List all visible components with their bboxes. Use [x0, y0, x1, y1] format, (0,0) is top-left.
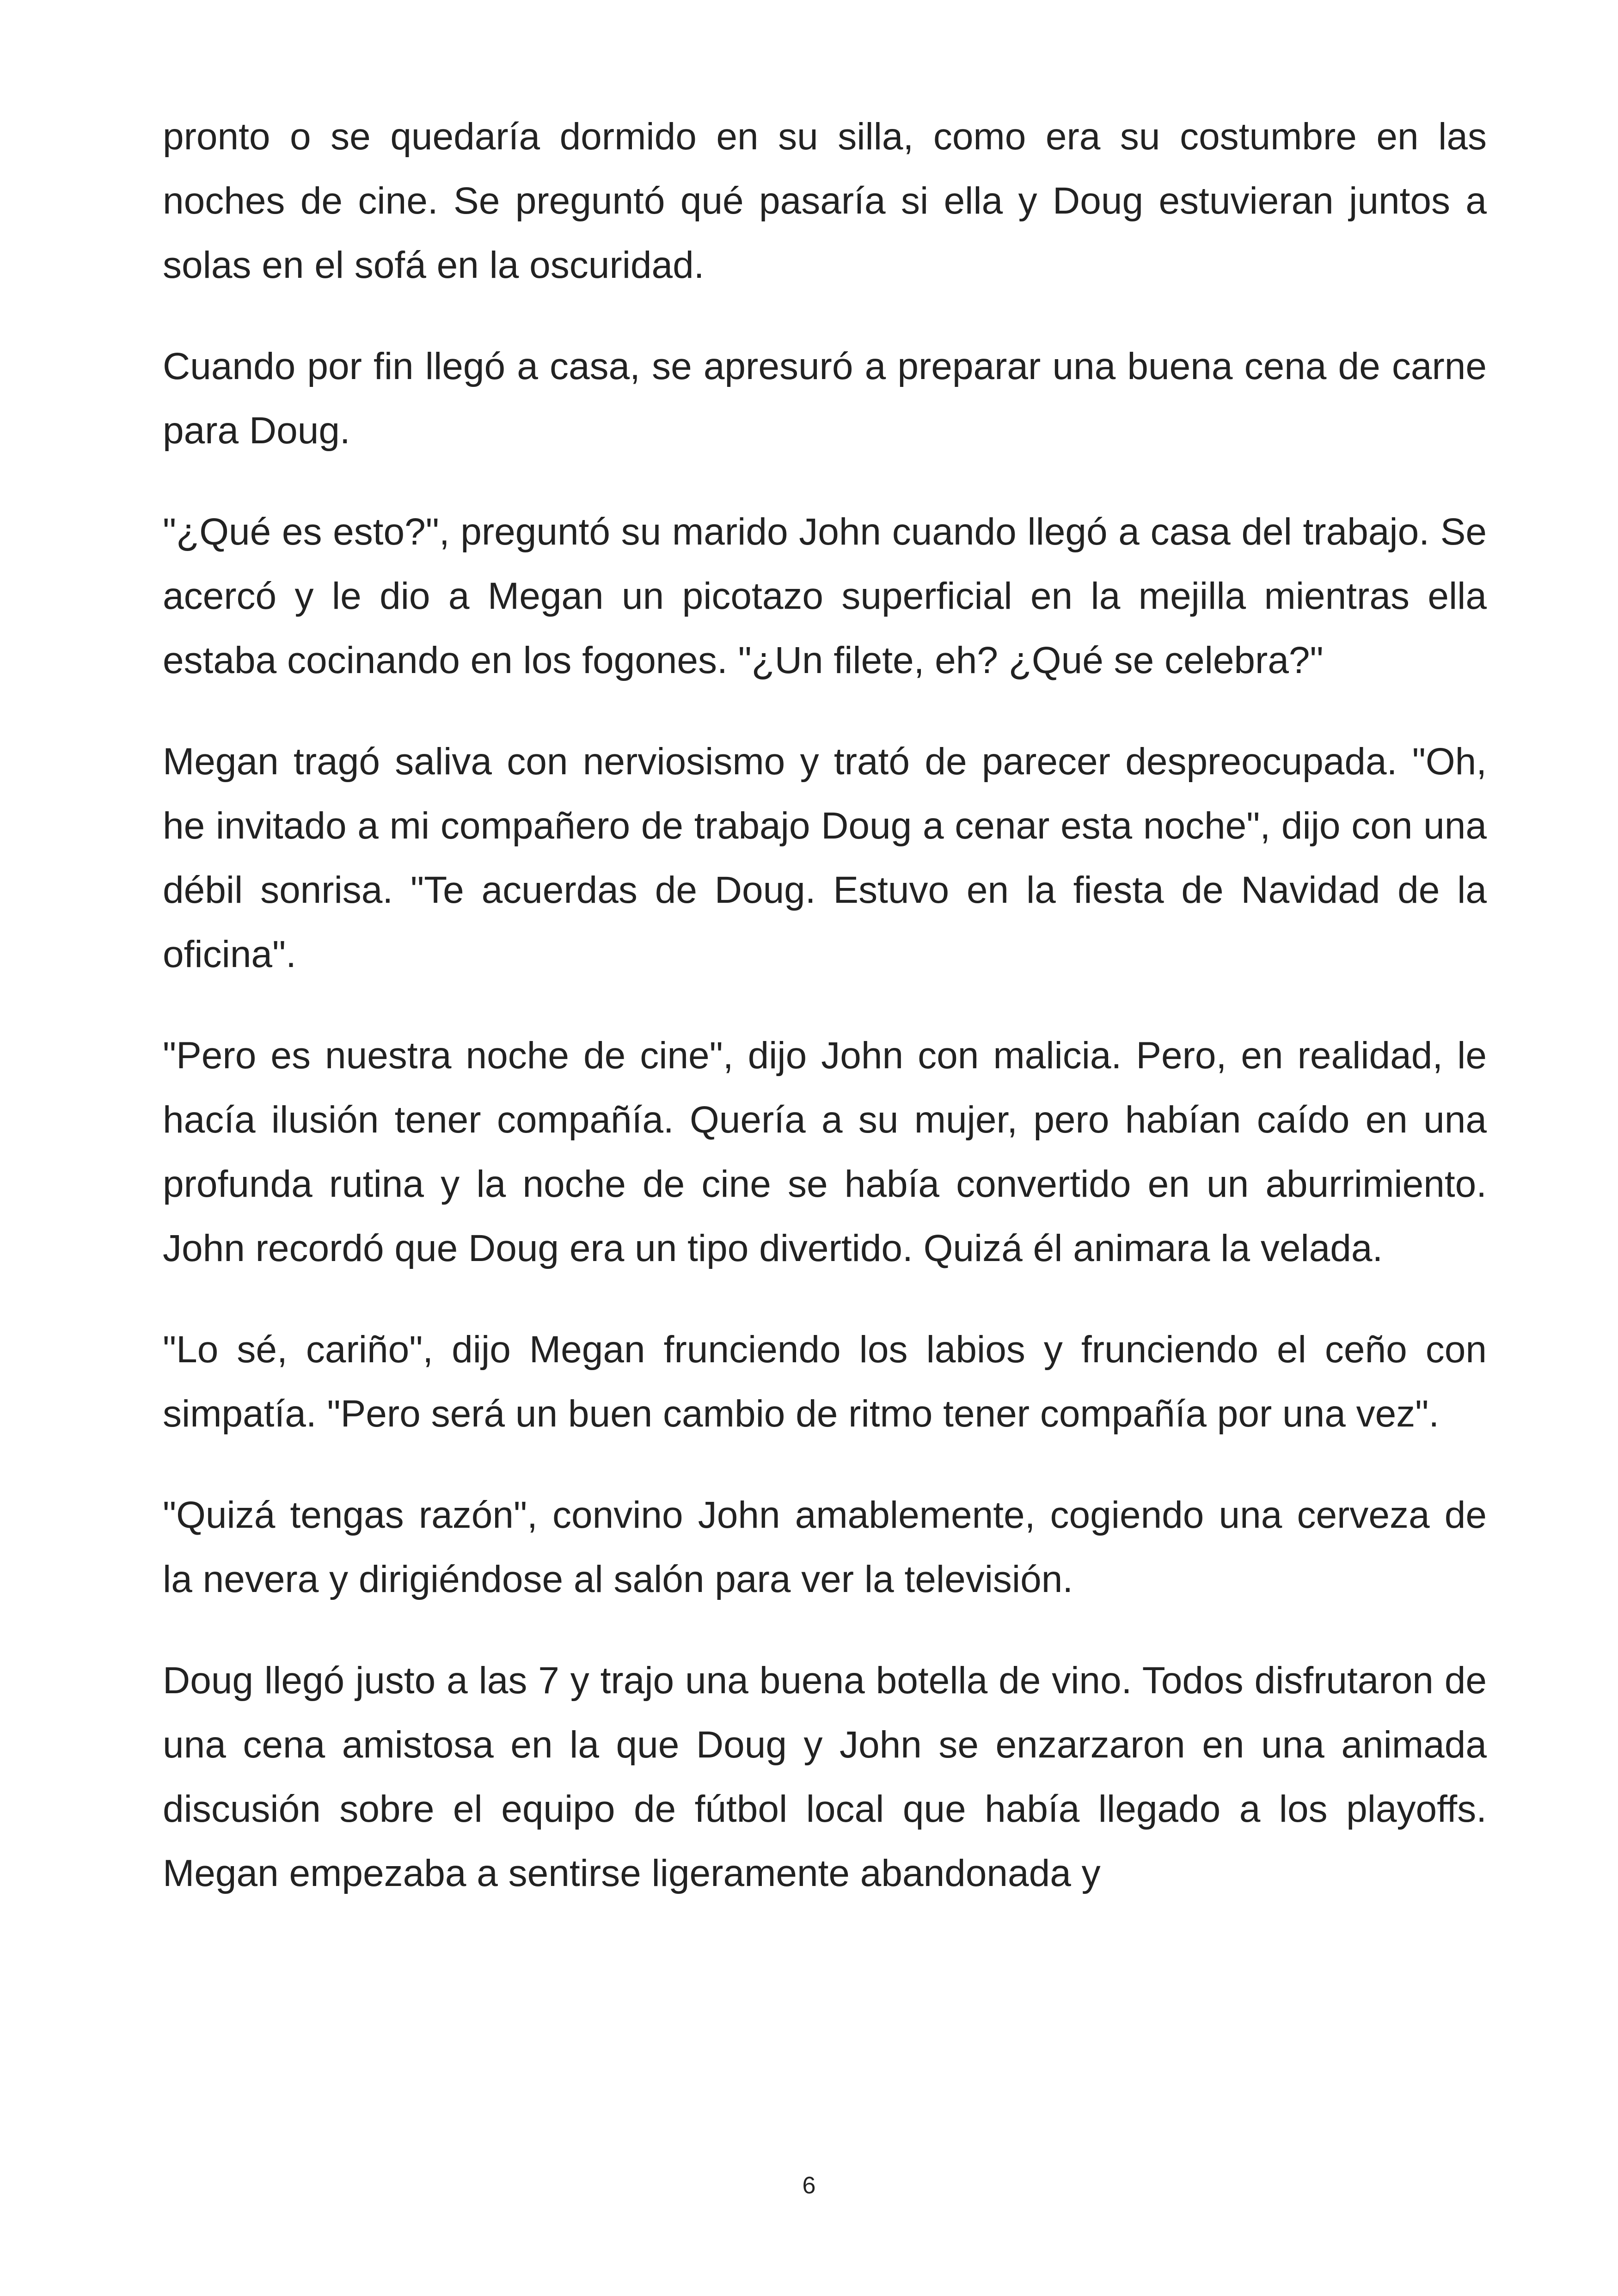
page-number: 6	[802, 2172, 816, 2199]
paragraph: pronto o se quedaría dormido en su silla, como era su costumbre en las noches de cine. Se preguntó qué pasaría si ella y Doug estuvieran juntos a solas en el sofá en la oscuridad.	[163, 116, 1487, 286]
paragraph: "Pero es nuestra noche de cine", dijo John con malicia. Pero, en realidad, le hacía ilusión tener compañía. Quería a su mujer, pero habían caído en una profunda rutina y la noche de cine se había convertido en un aburrimiento. John recordó que Doug era un tipo divertido. Quizá él animara la velada.	[163, 1035, 1487, 1269]
paragraph: Cuando por fin llegó a casa, se apresuró a preparar una buena cena de carne para Doug.	[163, 345, 1487, 452]
paragraph: Doug llegó justo a las 7 y trajo una buena botella de vino. Todos disfrutaron de una cena amistosa en la que Doug y John se enzarzaron en una animada discusión sobre el equipo de fútbol local que había llegado a los playoffs. Megan empezaba a sentirse ligeramente abandonada y	[163, 1659, 1487, 1894]
body-text	[163, 104, 1487, 1942]
paragraph: "¿Qué es esto?", preguntó su marido John cuando llegó a casa del trabajo. Se acercó y le dio a Megan un picotazo superficial en la mejilla mientras ella estaba cocinando en los fogones. "¿Un filete, eh? ¿Qué se celebra?"	[163, 511, 1487, 681]
paragraph: Megan tragó saliva con nerviosismo y trató de parecer despreocupada. "Oh, he invitado a mi compañero de trabajo Doug a cenar esta noche", dijo con una débil sonrisa. "Te acuerdas de Doug. Estuvo en la fiesta de Navidad de la oficina".	[163, 741, 1487, 975]
paragraph: "Quizá tengas razón", convino John amablemente, cogiendo una cerveza de la nevera y dirigiéndose al salón para ver la televisión.	[163, 1494, 1487, 1600]
paragraph: "Lo sé, cariño", dijo Megan frunciendo los labios y frunciendo el ceño con simpatía. "Pero será un buen cambio de ritmo tener compañía por una vez".	[163, 1329, 1487, 1435]
